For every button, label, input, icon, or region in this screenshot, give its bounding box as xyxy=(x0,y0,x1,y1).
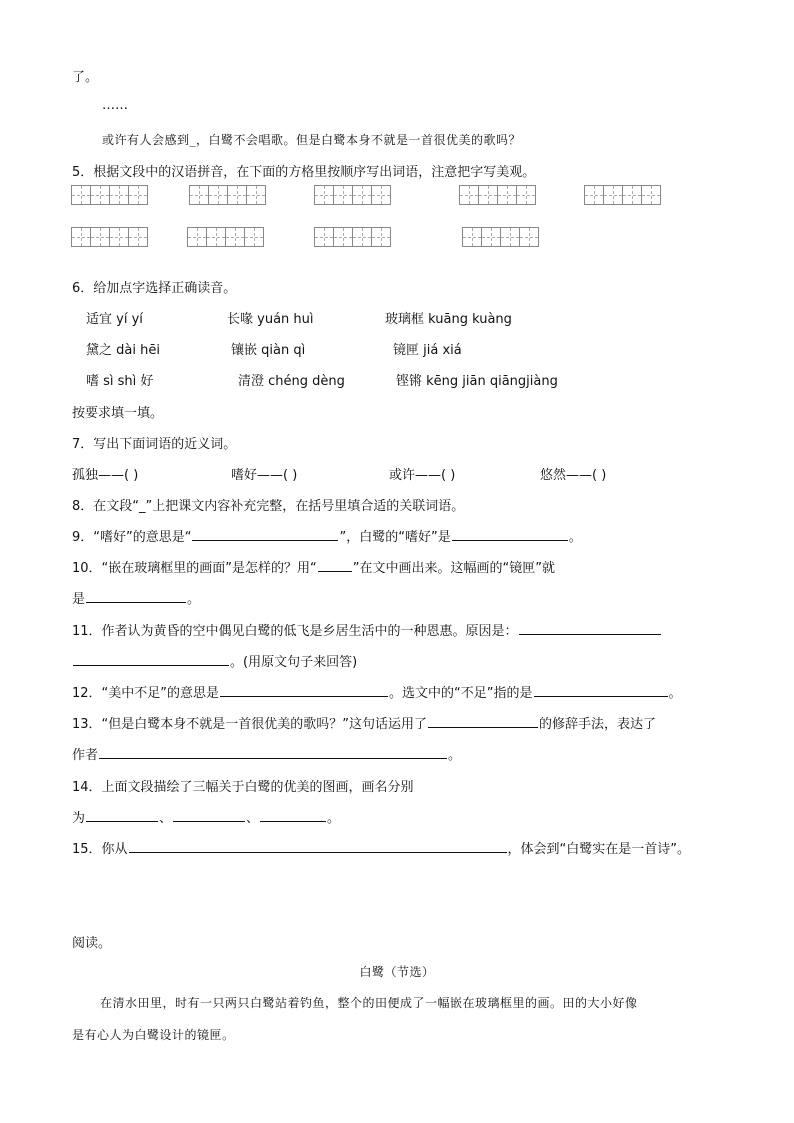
question-text: ”在文中画出来。这幅画的“镜匣”就 xyxy=(352,561,555,576)
passage-text: _，白鹭不会唱歌。但是白鹭本身不就是一首很优美的歌吗？ xyxy=(189,133,522,147)
question-text: 是 xyxy=(72,592,86,607)
question-text: 。 xyxy=(187,592,201,607)
question-13-cont xyxy=(72,744,461,763)
answer-blank[interactable] xyxy=(86,809,158,822)
question-text: 作者 xyxy=(72,748,99,763)
question-11 xyxy=(72,620,662,639)
writing-grid[interactable] xyxy=(71,185,147,205)
passage-title: 白鹭（节选） xyxy=(359,965,435,979)
question-text: ”，白鹭的“嗜好”是 xyxy=(339,530,451,545)
question-8: 8．在文段“_”上把课文内容补充完整，在括号里填合适的关联词语。 xyxy=(72,499,465,514)
question-text: 为 xyxy=(72,811,86,826)
passage-paragraph: 在清水田里，时有一只两只白鹭站着钓鱼，整个的田便成了一幅嵌在玻璃框里的画。田的大小好像 xyxy=(100,996,638,1010)
pinyin-choice: 镶嵌 qiàn qì xyxy=(231,343,306,358)
answer-blank[interactable] xyxy=(534,684,668,697)
question-text: 9．“嗜好”的意思是“ xyxy=(72,530,192,545)
pinyin-choice: 长喙 yuán huì xyxy=(227,312,314,327)
synonym-item[interactable]: 悠然——( ) xyxy=(540,468,607,483)
synonym-item[interactable]: 嗜好——( ) xyxy=(231,468,298,483)
writing-grid[interactable] xyxy=(584,185,660,205)
separator: 、 xyxy=(246,811,260,826)
question-text: 13．“但是白鹭本身不就是一首很优美的歌吗？”这句话运用了 xyxy=(72,717,428,732)
question-14: 14．上面文段描绘了三幅关于白鹭的优美的图画，画名分别 xyxy=(72,780,414,795)
pinyin-choice: 玻璃框 kuāng kuàng xyxy=(385,312,512,327)
question-text: 。 xyxy=(668,686,682,701)
answer-blank[interactable] xyxy=(452,528,568,541)
question-text: 11．作者认为黄昏的空中偶见白鹭的低飞是乡居生活中的一种恩惠。原因是： xyxy=(72,624,518,639)
question-text: 12．“美中不足”的意思是 xyxy=(72,686,220,701)
question-15 xyxy=(72,838,690,857)
answer-blank[interactable] xyxy=(129,840,507,853)
question-14-cont xyxy=(72,807,340,826)
answer-blank[interactable] xyxy=(428,715,538,728)
separator: 、 xyxy=(159,811,173,826)
synonym-item[interactable]: 或许——( ) xyxy=(389,468,456,483)
question-text: 。 xyxy=(327,811,341,826)
answer-blank[interactable] xyxy=(318,559,352,572)
writing-grid[interactable] xyxy=(314,227,390,247)
answer-blank[interactable] xyxy=(73,653,229,666)
question-text: 。(用原文句子来回答) xyxy=(230,655,358,670)
pinyin-choice: 黛之 dài hēi xyxy=(86,343,160,358)
writing-grid[interactable] xyxy=(314,185,390,205)
question-text: 10．“嵌在玻璃框里的画面”是怎样的？用“ xyxy=(72,561,317,576)
passage-line: 了。 xyxy=(72,70,99,85)
passage-text: 或许有人会感到 xyxy=(102,133,190,147)
question-11-cont xyxy=(72,651,357,670)
question-5: 5．根据文段中的汉语拼音，在下面的方格里按顺序写出词语，注意把字写美观。 xyxy=(72,165,536,180)
answer-blank[interactable] xyxy=(192,528,338,541)
question-12 xyxy=(72,682,682,701)
question-13 xyxy=(72,713,656,732)
question-text: 。选文中的“不足”指的是 xyxy=(389,686,533,701)
answer-blank[interactable] xyxy=(99,746,447,759)
question-text: 15．你从 xyxy=(72,842,128,857)
pinyin-choice: 镜匣 jiá xiá xyxy=(393,343,462,358)
question-text: 。 xyxy=(448,748,462,763)
passage-line xyxy=(102,131,521,148)
writing-grid-row-1 xyxy=(71,185,660,205)
writing-grid-row-2 xyxy=(71,227,538,247)
pinyin-choice: 铿锵 kēng jiān qiāngjiàng xyxy=(396,374,558,389)
question-6: 6．给加点字选择正确读音。 xyxy=(72,281,237,296)
writing-grid[interactable] xyxy=(71,227,147,247)
pinyin-choice: 清澄 chéng dèng xyxy=(238,374,345,389)
writing-grid[interactable] xyxy=(189,185,265,205)
pinyin-choice: 嗜 sì shì 好 xyxy=(86,374,154,389)
passage-paragraph: 是有心人为白鹭设计的镜匣。 xyxy=(72,1028,235,1042)
writing-grid[interactable] xyxy=(187,227,263,247)
instruction: 按要求填一填。 xyxy=(72,406,164,421)
pinyin-choice: 适宜 yí yí xyxy=(86,312,143,327)
answer-blank[interactable] xyxy=(86,590,186,603)
question-text: 。 xyxy=(568,530,582,545)
question-9 xyxy=(72,526,582,545)
answer-blank[interactable] xyxy=(173,809,245,822)
synonym-item[interactable]: 孤独——( ) xyxy=(72,468,139,483)
question-text: 的修辞手法，表达了 xyxy=(539,717,657,732)
question-text: ，体会到“白鹭实在是一首诗”。 xyxy=(507,842,691,857)
question-10-cont xyxy=(72,588,200,607)
passage-ellipsis: …… xyxy=(102,98,128,113)
answer-blank[interactable] xyxy=(519,622,661,635)
writing-grid[interactable] xyxy=(462,227,538,247)
question-7: 7．写出下面词语的近义词。 xyxy=(72,437,237,452)
answer-blank[interactable] xyxy=(220,684,388,697)
question-10 xyxy=(72,557,555,576)
writing-grid[interactable] xyxy=(459,185,535,205)
reading-label: 阅读。 xyxy=(72,936,112,951)
answer-blank[interactable] xyxy=(260,809,326,822)
